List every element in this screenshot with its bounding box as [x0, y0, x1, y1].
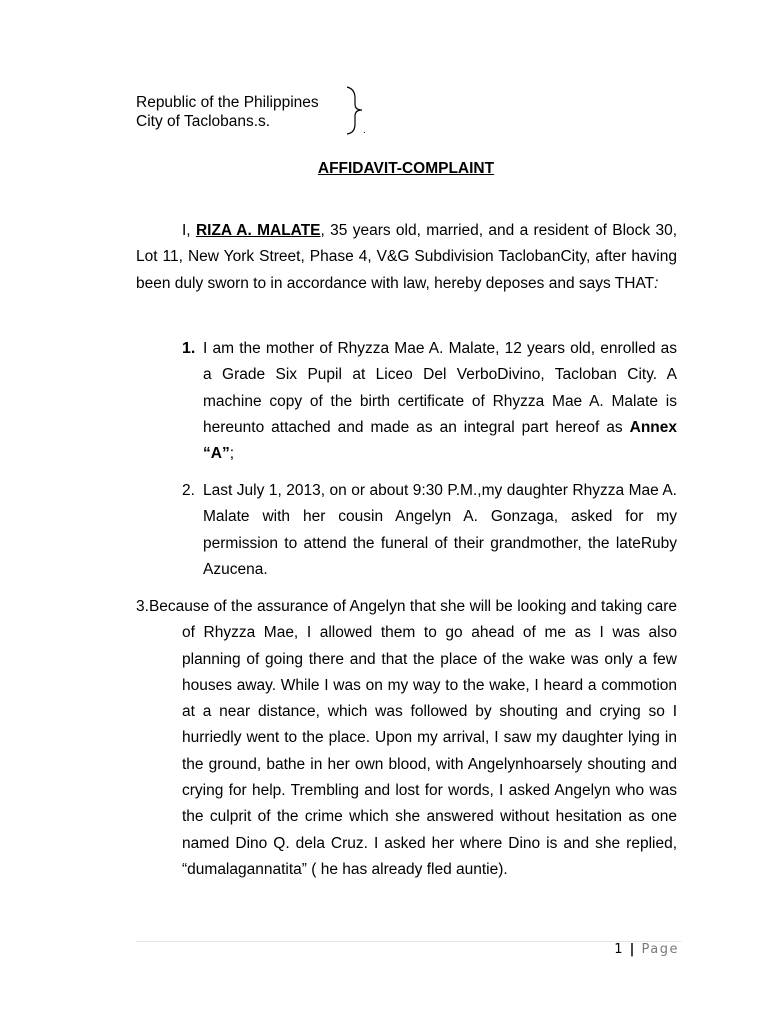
venue-country: Republic of the Philippines [136, 94, 319, 111]
venue-city: City of Taclobans.s. [136, 113, 271, 130]
intro-text: , 35 years old, married, and a resident of Block 30, Lot 11, New York Street, Phase 4, V&G Subdivision TaclobanCity, after having been duly sworn to in accordance with law, hereby deposes and says THAT [136, 222, 677, 292]
page-separator: | [629, 942, 636, 957]
annex-reference: Annex “A” [203, 418, 677, 463]
list-item [182, 336, 677, 467]
list-item [136, 594, 677, 883]
item-suffix: ; [229, 445, 235, 463]
item-text: Last July 1, 2013, on or about 9:30 P.M.,my daughter Rhyzza Mae A. Malate with her cousin Angelyn A. Gonzaga, asked for my permission to attend the funeral of their grandmother, the lateRuby Azucena. [203, 482, 677, 578]
item-text [136, 594, 677, 883]
item-body: Because of the assurance of Angelyn that she will be looking and taking care of Rhyzza Mae, I allowed them to go ahead of me as I was also planning of going there and that the place of the wake was only a few houses away. While I was on my way to the wake, I heard a commotion at a near distance, which was followed by shouting and crying so I hurriedly went to the place. Upon my arrival, I saw my daughter lying in the ground, bathe in her own blood, with Angelynhoarsely shouting and crying for help. Trembling and lost for words, I asked Angelyn who was the culprit of the crime which she answered without hesitation as one named Dino Q. dela Cruz. I asked her where Dino is and she replied, “dumalagannatita” ( he has already fled auntie). [148, 598, 677, 878]
item-number: 2. [182, 482, 195, 499]
brace-dot: . [363, 125, 366, 136]
document-title: AFFIDAVIT-COMPLAINT [317, 160, 495, 177]
venue-block [136, 93, 319, 131]
page-footer [614, 942, 679, 957]
item-number: 1. [182, 340, 196, 357]
page-number: 1 [614, 942, 624, 957]
footer-divider [136, 941, 681, 942]
item-text [182, 336, 677, 467]
intro-prefix: I, [182, 222, 196, 239]
list-item [182, 478, 677, 583]
item-number: 3. [136, 598, 149, 615]
page-label: Page [641, 942, 679, 957]
intro-paragraph [136, 218, 677, 297]
intro-colon: : [654, 274, 659, 292]
item-body: I am the mother of Rhyzza Mae A. Malate, 12 years old, enrolled as a Grade Six Pupil at Liceo Del VerboDivino, Tacloban City. A machine copy of the birth certificate of Rhyzza Mae A. Malate is hereunto attached and made as an integral part hereof as [203, 340, 677, 436]
affiant-name: RIZA A. MALATE [195, 222, 321, 239]
